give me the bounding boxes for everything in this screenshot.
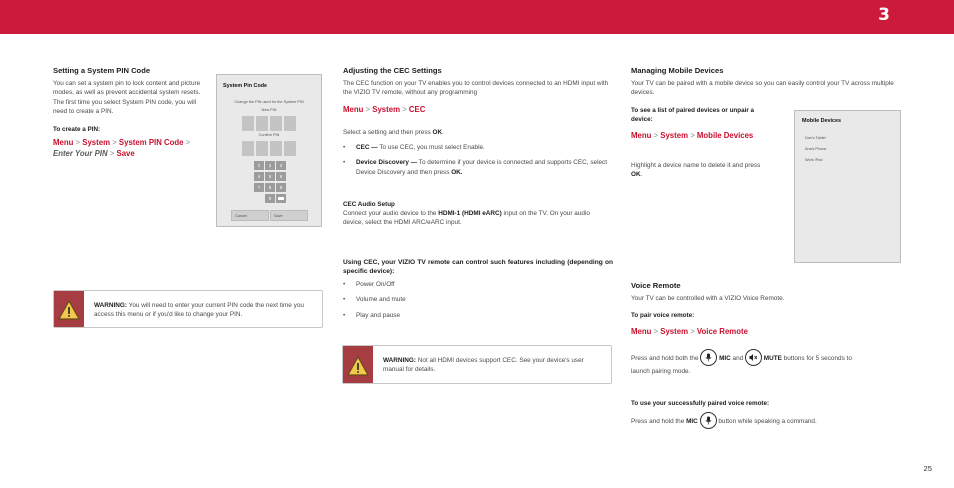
mobile-intro: Your TV can be paired with a mobile device so you can easily control your TV across multiple devices. [631, 80, 894, 97]
key-9: 9 [276, 183, 286, 192]
device-item: Dan's Tablet [805, 136, 826, 140]
pin-cancel-button: Cancel [231, 210, 269, 221]
list-item: • Device Discovery — To determine if your device is connected and supports CEC, select Device Discovery and then press OK. [343, 158, 615, 177]
create-pin-path: Menu > System > System PIN Code > Enter Your PIN > Save [53, 138, 191, 158]
list-item: • Volume and mute [343, 295, 603, 304]
pair-voice-label: To pair voice remote: [631, 312, 695, 319]
key-6: 6 [276, 172, 286, 181]
microphone-icon [700, 412, 717, 429]
use-voice-label: To use your successfully paired voice remote: [631, 400, 770, 407]
confirm-pin-label: Confirm PIN [258, 133, 280, 137]
pin-save-button: Save [270, 210, 308, 221]
cec-warning-text: WARNING: Not all HDMI devices support CEC. See your device's user manual for details. [383, 357, 584, 374]
cec-intro: The CEC function on your TV enables you to control devices connected to an HDMI input with the VIZIO TV remote, without any programming [343, 80, 609, 97]
list-item: • CEC — To use CEC, you must select Enable. [343, 143, 615, 152]
warning-icon-panel [343, 346, 373, 383]
list-item: • Power On/Off [343, 280, 603, 289]
pin-warning-text: WARNING: You will need to enter your current PIN code the next time you access this menu or if you'd like to change your PIN. [94, 302, 304, 319]
cec-select-instruction: Select a setting and then press OK. [343, 129, 444, 136]
microphone-icon [700, 349, 717, 366]
voice-intro: Your TV can be controlled with a VIZIO Voice Remote. [631, 295, 785, 302]
warning-icon-panel [54, 291, 84, 327]
pin-intro: You can set a system pin to lock content and picture modes, as well as prevent accidental system resets. The first time you select System PIN code, you will need to create a PIN. [53, 80, 201, 116]
create-pin-label: To create a PIN: [53, 126, 101, 133]
key-3: 3 [276, 161, 286, 170]
list-item: • Play and pause [343, 311, 603, 320]
pin-warning-box [53, 290, 323, 328]
hold-mic-instruction: Press and hold the MIC button while speaking a command. [631, 413, 901, 430]
highlight-instruction: Highlight a device name to delete it and press OK. [631, 162, 761, 179]
confirm-pin-boxes [242, 141, 297, 156]
pin-heading: Setting a System PIN Code [53, 66, 151, 75]
key-0: 0 [265, 194, 275, 203]
pin-screen-instruction: Change the PIN used for the System PIN [234, 100, 304, 104]
path-enter-pin: Enter Your PIN [53, 149, 108, 158]
cec-audio-heading: CEC Audio Setup [343, 201, 395, 208]
mobile-screen-title: Mobile Devices [802, 118, 841, 124]
backspace-icon [278, 197, 284, 200]
cec-heading: Adjusting the CEC Settings [343, 66, 442, 75]
path-system-pin-code: System PIN Code [118, 138, 184, 147]
pin-screen-title: System Pin Code [223, 83, 268, 89]
top-banner [0, 0, 954, 34]
pairing-instruction: Press and hold both the MIC and MUTE buttons for 5 seconds to launch pairing mode. [631, 350, 901, 376]
mobile-heading: Managing Mobile Devices [631, 66, 724, 75]
key-1: 1 [254, 161, 264, 170]
pin-screen-illustration [216, 74, 322, 227]
cec-settings-list [343, 143, 615, 177]
mobile-path: Menu > System > Mobile Devices [631, 131, 754, 140]
paired-devices-label: To see a list of paired devices or unpair a device: [631, 107, 755, 124]
key-5: 5 [265, 172, 275, 181]
mute-icon [745, 349, 762, 366]
cec-features-list [343, 280, 603, 320]
key-8: 8 [265, 183, 275, 192]
device-item: Ana's Phone [805, 147, 827, 151]
cec-audio-text: Connect your audio device to the HDMI-1 (HDMI eARC) input on the TV. On your audio device, select the HDMI ARC/eARC input. [343, 210, 590, 227]
cec-features-heading: Using CEC, your VIZIO TV remote can control such features including (depending on specific device): [343, 259, 613, 276]
cec-path: Menu > System > CEC [343, 105, 426, 114]
key-2: 2 [265, 161, 275, 170]
path-save: Save [116, 149, 135, 158]
warning-triangle-icon [58, 300, 80, 320]
chapter-number: 3 [878, 5, 890, 25]
mobile-devices-illustration [794, 110, 901, 263]
new-pin-boxes [242, 116, 297, 131]
key-backspace [276, 194, 286, 203]
new-pin-label: New PIN [261, 108, 277, 112]
voice-heading: Voice Remote [631, 281, 681, 290]
pin-keypad [254, 161, 287, 205]
cec-warning-box [342, 345, 612, 384]
voice-path: Menu > System > Voice Remote [631, 327, 748, 336]
path-menu: Menu [53, 138, 74, 147]
key-7: 7 [254, 183, 264, 192]
page-number: 25 [923, 464, 932, 473]
warning-triangle-icon [347, 356, 369, 376]
key-4: 4 [254, 172, 264, 181]
path-system: System [82, 138, 111, 147]
device-item: Work iPad [805, 158, 823, 162]
